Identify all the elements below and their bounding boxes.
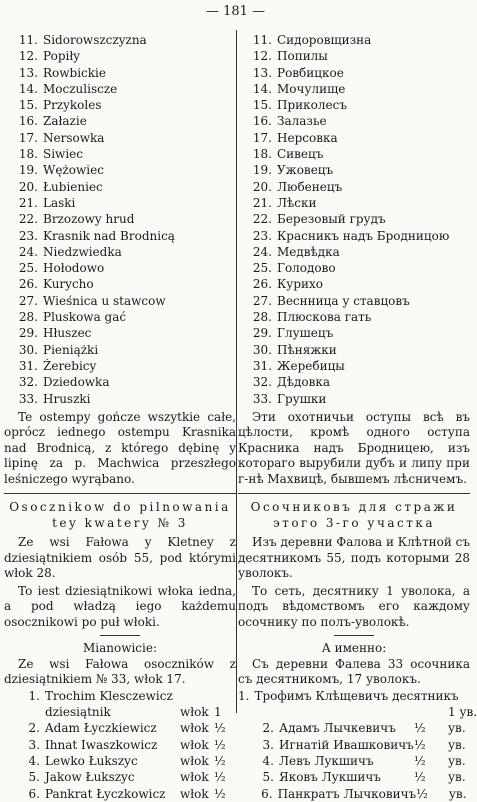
village-name: Hołodowo — [43, 261, 105, 276]
village-number: 21. — [252, 195, 272, 210]
village-number: 17. — [252, 130, 272, 145]
village-number: 29. — [18, 326, 38, 341]
polish-heading-namely: Mianowicie: — [82, 641, 158, 656]
village-item — [4, 81, 236, 97]
roster-share: ув. — [448, 786, 467, 801]
village-item — [4, 228, 236, 244]
village-name: Залазье — [277, 114, 327, 129]
roster-row — [238, 688, 470, 704]
village-number: 23. — [18, 228, 38, 243]
roster-share: ½ — [214, 754, 226, 769]
roster-number: 6. — [261, 786, 273, 801]
village-item — [238, 146, 470, 162]
village-number: 11. — [252, 33, 272, 47]
roster-name: Adam Łyczkiewicz — [45, 721, 157, 736]
village-number: 13. — [252, 65, 272, 80]
village-name: Плюскова гать — [277, 310, 372, 325]
village-number: 22. — [252, 212, 272, 227]
village-name: Laski — [43, 195, 76, 210]
village-number: 29. — [252, 326, 272, 341]
village-number: 19. — [18, 163, 38, 178]
roster-share — [214, 688, 236, 704]
roster-row — [4, 737, 236, 753]
roster-row — [4, 769, 236, 785]
village-item — [4, 325, 236, 341]
roster-unit: włok — [180, 754, 209, 769]
roster-unit: ½ — [414, 721, 426, 736]
village-name: Wieśnica u stawcow — [43, 293, 166, 308]
roster-row — [238, 753, 470, 769]
village-name: Kurycho — [43, 277, 94, 292]
polish-paragraph-1: Te ostempy gończe wszytkie całe, oprócz iednego ostempu Krasnika nad Brodnicą, z którego dębinę y lipinę za p. Machwica przeszłego leśniczego wyrąbano. — [4, 409, 236, 486]
village-number: 11. — [18, 33, 38, 47]
village-item — [238, 32, 470, 48]
village-name: Грушки — [277, 391, 327, 406]
village-number: 19. — [252, 163, 272, 178]
village-item — [238, 179, 470, 195]
roster-share: 1 ув. — [448, 705, 477, 720]
roster-row — [238, 769, 470, 785]
roster-name: Pankrat Łyczkowicz — [45, 786, 166, 801]
village-number: 30. — [252, 342, 272, 357]
roster-row — [238, 786, 470, 802]
village-item — [238, 276, 470, 292]
village-number: 14. — [252, 81, 272, 96]
village-item — [238, 81, 470, 97]
village-number: 25. — [18, 261, 38, 276]
village-item — [4, 48, 236, 64]
village-number: 33. — [18, 391, 38, 406]
roster-row — [238, 720, 470, 736]
russian-heading-namely: А именно: — [321, 641, 387, 656]
village-name: Nersowka — [43, 130, 105, 145]
village-name: Приколесъ — [277, 98, 347, 113]
roster-unit: włok — [180, 770, 209, 785]
village-name: Siwiec — [43, 147, 83, 162]
polish-roster — [4, 688, 236, 802]
village-name: Ровбицкое — [277, 65, 344, 80]
village-number: 24. — [252, 244, 272, 259]
roster-share: 1 — [214, 705, 222, 720]
village-item — [238, 195, 470, 211]
village-name: Сидоровщизна — [277, 33, 372, 47]
village-item — [4, 32, 236, 48]
short-rule — [334, 635, 374, 636]
village-item — [238, 113, 470, 129]
roster-name: Панкратъ Лычковичъ — [277, 786, 417, 801]
short-rule — [100, 635, 140, 636]
roster-unit — [459, 688, 466, 704]
village-number: 24. — [18, 244, 38, 259]
roster-share: ½ — [214, 786, 226, 801]
village-item — [238, 162, 470, 178]
russian-village-list — [238, 32, 470, 407]
roster-unit: ½ — [414, 754, 426, 769]
roster-number: 1. — [28, 688, 40, 703]
village-name: Załazie — [43, 114, 87, 129]
village-item — [4, 391, 236, 407]
russian-paragraph-1: Эти охотничьи оступы всѣ въ цѣлости, кромѣ одного оступа Красника надъ Бродницею, изъ котораго вырубили дубъ и липу при г-нѣ Махвицѣ, бывшемъ лѣсничемъ. — [238, 409, 470, 486]
village-item — [4, 293, 236, 309]
village-number: 13. — [18, 65, 38, 80]
village-number: 31. — [252, 358, 272, 373]
village-name: Rowbickie — [43, 65, 106, 80]
village-item — [4, 260, 236, 276]
village-item — [238, 309, 470, 325]
village-item — [238, 293, 470, 309]
roster-name: Lewko Łukszyc — [45, 754, 138, 769]
roster-name: Игнатій Ивашковичъ — [279, 737, 414, 752]
roster-unit: włok — [180, 705, 209, 720]
polish-paragraph-4: Ze wsi Fałowa osoczników z dziesiątnikiem № 33, włok 17. — [4, 656, 236, 687]
village-number: 21. — [18, 195, 38, 210]
village-number: 23. — [252, 228, 272, 243]
russian-heading-watchmen: Осочниковъ для стражи этого 3-го участка — [250, 500, 458, 531]
village-item — [4, 179, 236, 195]
village-item — [4, 97, 236, 113]
section-rule — [238, 493, 470, 494]
village-item — [238, 260, 470, 276]
village-name: Лѣски — [277, 195, 317, 210]
roster-number: 5. — [28, 770, 40, 785]
village-number: 12. — [18, 49, 38, 64]
village-name: Курихо — [277, 277, 324, 292]
russian-column — [238, 32, 477, 802]
village-number: 26. — [252, 277, 272, 292]
village-item — [4, 276, 236, 292]
village-number: 31. — [18, 358, 38, 373]
village-name: Hruszki — [43, 391, 91, 406]
village-number: 14. — [18, 81, 38, 96]
village-number: 25. — [252, 261, 272, 276]
section-rule — [4, 493, 236, 494]
village-item — [238, 358, 470, 374]
roster-number: 3. — [28, 737, 40, 752]
village-number: 20. — [18, 179, 38, 194]
village-name: Мочулище — [277, 81, 346, 96]
russian-paragraph-3: То сеть, десятнику 1 уволока, а подъ вѣдомствомъ его каждому осочнику по полъ-уволокѣ. — [238, 583, 470, 629]
polish-village-list — [4, 32, 236, 407]
village-number: 32. — [252, 375, 272, 390]
roster-number: 5. — [262, 770, 274, 785]
village-item — [238, 244, 470, 260]
polish-column — [4, 32, 236, 802]
roster-unit: ½ — [414, 770, 426, 785]
roster-share: ув. — [448, 754, 466, 769]
village-number: 15. — [252, 98, 272, 113]
village-name: Ужовецъ — [277, 163, 334, 178]
village-number: 28. — [252, 310, 272, 325]
russian-paragraph-4: Съ деревни Фалева 33 осочника съ десятникомъ, 17 уволокъ. — [238, 656, 470, 687]
roster-share: ½ — [214, 737, 226, 752]
roster-share: ½ — [214, 721, 226, 736]
village-name: Moczuliscze — [43, 81, 118, 96]
village-item — [4, 162, 236, 178]
village-name: Brzozowy hrud — [43, 212, 135, 227]
roster-unit — [180, 688, 214, 704]
village-item — [238, 391, 470, 407]
village-number: 22. — [18, 212, 38, 227]
village-name: Красникъ надъ Бродницою — [277, 228, 450, 243]
polish-heading-watchmen: Osocznikow do pilnowania tey kwatery № 3 — [9, 500, 231, 531]
village-name: Dziedowka — [43, 375, 110, 390]
roster-name: Левъ Лукшичъ — [279, 754, 374, 769]
roster-row — [238, 737, 470, 753]
roster-number: 4. — [262, 754, 274, 769]
roster-name: Trochim Klesczewicz — [45, 688, 173, 703]
roster-name: dziesiątnik — [45, 705, 111, 720]
roster-row — [4, 753, 236, 769]
village-name: Popiły — [43, 49, 81, 64]
village-item — [4, 195, 236, 211]
roster-name: Адамъ Лычкевичъ — [279, 721, 396, 736]
roster-number: 2. — [262, 721, 274, 736]
village-number: 20. — [252, 179, 272, 194]
roster-number: 1. — [238, 688, 250, 703]
village-name: Żerebicy — [43, 358, 97, 373]
village-name: Sidorowszczyzna — [43, 33, 147, 47]
village-item — [4, 65, 236, 81]
roster-share: ув. — [448, 770, 466, 785]
village-number: 26. — [18, 277, 38, 292]
village-number: 15. — [18, 98, 38, 113]
village-number: 17. — [18, 130, 38, 145]
village-number: 27. — [18, 293, 38, 308]
village-item — [4, 309, 236, 325]
roster-unit: ½ — [414, 737, 426, 752]
roster-number: 6. — [28, 786, 40, 801]
village-item — [238, 325, 470, 341]
roster-unit: włok — [180, 786, 209, 801]
roster-row — [238, 704, 477, 720]
village-number: 16. — [18, 114, 38, 129]
village-number: 18. — [18, 147, 38, 162]
roster-number: 2. — [28, 721, 40, 736]
column-divider — [236, 30, 237, 713]
polish-paragraph-2: Ze wsi Fałowa y Kletney z dziesiątnikiem osób 55, pod którymi włok 28. — [4, 535, 236, 581]
roster-row — [4, 704, 236, 720]
village-item — [238, 97, 470, 113]
village-name: Niedzwiedka — [43, 244, 122, 259]
roster-number — [4, 704, 45, 720]
village-name: Жеребицы — [277, 358, 345, 373]
village-item — [4, 146, 236, 162]
roster-name: Ihnat Iwaszkowicz — [45, 737, 158, 752]
roster-unit — [414, 704, 448, 720]
village-name: Голодово — [277, 261, 336, 276]
roster-name: Jakow Łukszyc — [45, 770, 135, 785]
village-item — [238, 228, 470, 244]
village-name: Медвѣдка — [277, 244, 340, 259]
russian-roster — [238, 688, 477, 802]
village-name: Любенецъ — [277, 179, 343, 194]
village-name: Глушецъ — [277, 326, 334, 341]
roster-row — [4, 720, 236, 736]
village-name: Попилы — [277, 49, 328, 64]
village-item — [238, 211, 470, 227]
village-item — [4, 113, 236, 129]
village-number: 18. — [252, 147, 272, 162]
village-name: Przykoles — [43, 98, 102, 113]
village-number: 28. — [18, 310, 38, 325]
village-name: Березовый грудъ — [277, 212, 386, 227]
roster-share: ½ — [214, 770, 226, 785]
village-name: Hłuszec — [43, 326, 92, 341]
village-name: Wężowiec — [43, 163, 104, 178]
village-number: 16. — [252, 114, 272, 129]
roster-name — [279, 704, 414, 720]
village-number: 33. — [252, 391, 272, 406]
village-name: Пѣняжки — [277, 342, 337, 357]
roster-number: 4. — [28, 754, 40, 769]
village-item — [238, 374, 470, 390]
roster-name: Трофимъ Клѣщевичъ десятникъ — [254, 688, 459, 703]
village-item — [4, 211, 236, 227]
roster-share — [466, 688, 470, 704]
village-item — [238, 48, 470, 64]
village-item — [238, 65, 470, 81]
village-name: Krasnik nad Brodnicą — [43, 228, 175, 243]
village-name: Pluskowa gać — [43, 310, 127, 325]
roster-unit: ½ — [416, 786, 428, 801]
roster-share: ув. — [448, 737, 466, 752]
village-item — [4, 130, 236, 146]
roster-unit: włok — [180, 737, 209, 752]
village-number: 12. — [252, 49, 272, 64]
village-item — [238, 342, 470, 358]
village-name: Сивецъ — [277, 147, 324, 162]
village-number: 32. — [18, 375, 38, 390]
roster-name: Яковъ Лукшичъ — [279, 770, 381, 785]
roster-share: ув. — [448, 721, 466, 736]
village-name: Pieniążki — [43, 342, 99, 357]
village-item — [4, 342, 236, 358]
russian-paragraph-2: Изъ деревни Фалова и Клѣтной съ десятникомъ 55, подъ которыми 28 уволокъ. — [238, 535, 470, 581]
village-name: Łubieniec — [43, 179, 103, 194]
village-name: Веснница у ставцовъ — [277, 293, 410, 308]
village-name: Дѣдовка — [277, 375, 331, 390]
village-item — [238, 130, 470, 146]
village-item — [4, 374, 236, 390]
village-number: 27. — [252, 293, 272, 308]
roster-row — [4, 688, 236, 704]
village-item — [4, 358, 236, 374]
roster-unit: włok — [180, 721, 209, 736]
polish-paragraph-3: To iest dziesiątnikowi włoka iedna, a pod władzą iego każdemu osocznikowi po puł włoki. — [4, 583, 236, 629]
roster-row — [4, 786, 236, 802]
roster-number — [238, 704, 279, 720]
village-name: Нерсовка — [277, 130, 338, 145]
page-number: — 181 — — [205, 4, 266, 19]
village-number: 30. — [18, 342, 38, 357]
roster-number: 3. — [262, 737, 274, 752]
village-item — [4, 244, 236, 260]
